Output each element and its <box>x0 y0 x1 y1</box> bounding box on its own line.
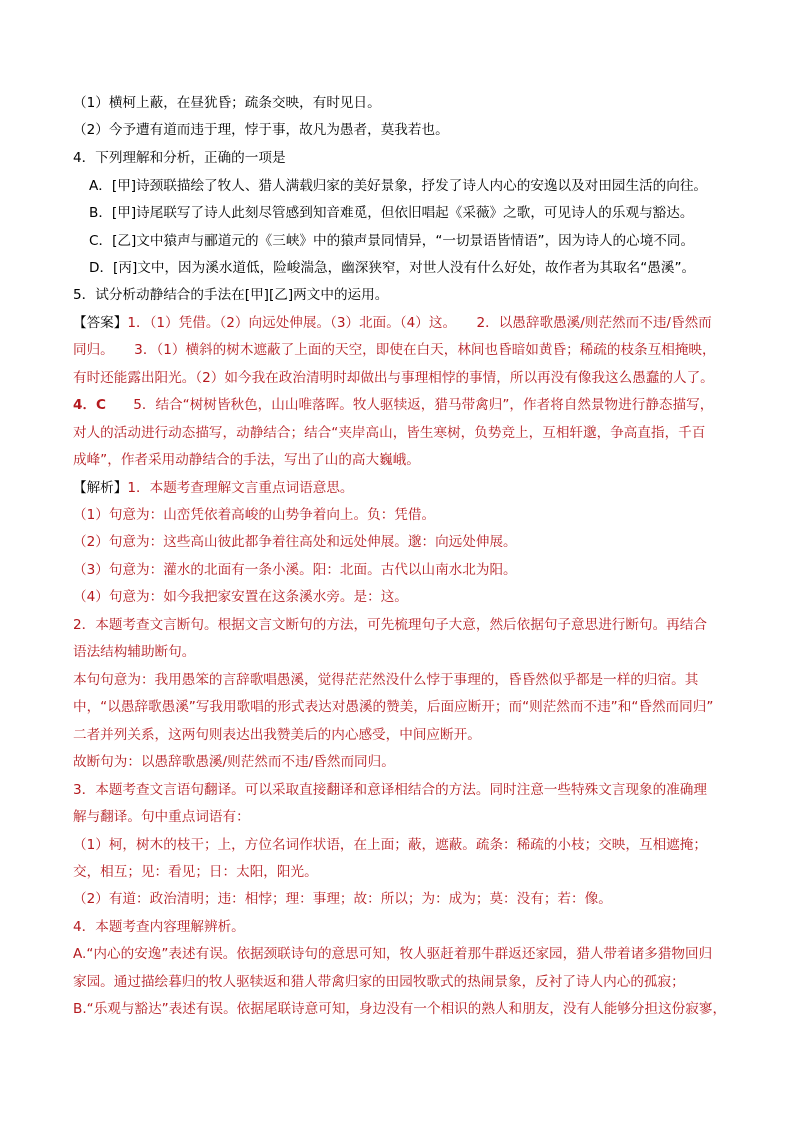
analysis-a3-line-2: 解与翻译。句中重点词语有： <box>73 809 250 825</box>
analysis-a2-line-1: 2．本题考查文言断句。根据文言文断句的方法，可先梳理句子大意，然后依据句子意思进行断句。再结合 <box>73 617 707 633</box>
q4-stem: 4．下列理解和分析，正确的一项是 <box>73 150 286 166</box>
analysis-a2-para-2: 中，“以愚辞歌愚溪”写我用歌唱的形式表达对愚溪的赞美，后面应断开；而“则茫然而不违”和“昏然而同归” <box>73 699 714 715</box>
answer-line-2: 同归。 3．（1）横斜的树木遮蔽了上面的天空，即使在白天，林间也昏暗如黄昏；稀疏的枝条互相掩映， <box>73 342 716 358</box>
answer-line-4: 4．C 5．结合“树树皆秋色，山山唯落晖。牧人驱犊返，猎马带禽归”，作者将自然景物进行静态描写， <box>73 397 714 413</box>
answer-tag: 【答案】 <box>73 315 128 331</box>
answer-line-5: 对人的活动进行动态描写，动静结合；结合“夹岸高山，皆生寒树，负势竞上，互相轩邈，争高直指，千百 <box>73 425 706 441</box>
analysis-a4-a-line-2: 家园。通过描绘暮归的牧人驱犊返和猎人带禽归家的田园牧歌式的热闹景象，反衬了诗人内心的孤寂； <box>73 974 685 990</box>
analysis-a1-item-1: （1）句意为：山峦凭依着高峻的山势争着向上。负：凭借。 <box>73 507 436 523</box>
analysis-a2-line-2: 语法结构辅助断句。 <box>73 644 196 660</box>
q4-option-d: D．[丙]文中，因为溪水道低，险峻湍急，幽深狭窄，对世人没有什么好处，故作者为其取名“愚溪”。 <box>89 260 696 276</box>
analysis-a3-line-1: 3．本题考查文言语句翻译。可以采取直接翻译和意译相结合的方法。同时注意一些特殊文言现象的准确理 <box>73 782 707 798</box>
analysis-line-1: 【解析】1．本题考查理解文言重点词语意思。 <box>73 480 354 496</box>
analysis-a2-para-1: 本句句意为：我用愚笨的言辞歌唱愚溪，觉得茫茫然没什么悖于事理的，昏昏然似乎都是一样的归宿。其 <box>73 672 699 688</box>
q3-item-1: （1）横柯上蔽，在昼犹昏；疏条交映，有时见日。 <box>73 95 381 111</box>
analysis-a1-item-2: （2）句意为：这些高山彼此都争着往高处和远处伸展。邈：向远处伸展。 <box>73 534 517 550</box>
analysis-tag: 【解析】 <box>73 480 128 496</box>
q4-option-a: A．[甲]诗颈联描绘了牧人、猎人满载归家的美好景象，抒发了诗人内心的安逸以及对田园生活的向往。 <box>89 178 708 194</box>
answer-line-1: 【答案】1．（1）凭借。（2）向远处伸展。（3）北面。（4）这。 2．以愚辞歌愚溪/则茫然而不违/昏然而 <box>73 315 712 331</box>
analysis-a2-para-3: 二者并列关系，这两句则表达出我赞美后的内心感受，中间应断开。 <box>73 727 481 743</box>
q4-option-b: B．[甲]诗尾联写了诗人此刻尽管感到知音难觅，但依旧唱起《采薇》之歌，可见诗人的乐观与豁达。 <box>89 205 694 221</box>
analysis-a4-a-line-1: A.“内心的安逸”表述有误。依据颈联诗句的意思可知，牧人驱赶着那牛群返还家园，猎人带着诸多猎物回归 <box>73 946 713 962</box>
analysis-a1-item-3: （3）句意为：灌水的北面有一条小溪。阳：北面。古代以山南水北为阳。 <box>73 562 517 578</box>
analysis-a2-para-4: 故断句为：以愚辞歌愚溪/则茫然而不违/昏然而同归。 <box>73 754 395 770</box>
answer-line-6: 成峰”，作者采用动静结合的手法，写出了山的高大巍峨。 <box>73 452 420 468</box>
analysis-a3-item-2: （2）有道：政治清明；违：相悖；理：事理；故：所以；为：成为；莫：没有；若：像。 <box>73 891 612 907</box>
analysis-a4-b-line-1: B.“乐观与豁达”表述有误。依据尾联诗意可知，身边没有一个相识的熟人和朋友，没有人能够分担这份寂寥， <box>73 1001 727 1017</box>
analysis-a4-head: 4．本题考查内容理解辨析。 <box>73 919 245 935</box>
analysis-a3-item-1a: （1）柯，树木的枝干；上，方位名词作状语，在上面；蔽，遮蔽。疏条：稀疏的小枝；交映，互相遮掩； <box>73 837 707 853</box>
q4-option-c: C．[乙]文中猿声与郦道元的《三峡》中的猿声景同情异，“一切景语皆情语”，因为诗人的心境不同。 <box>89 233 695 249</box>
analysis-a3-item-1b: 交，相互；见：看见；日：太阳，阳光。 <box>73 864 318 880</box>
q5-stem: 5．试分析动静结合的手法在[甲][乙]两文中的运用。 <box>73 287 389 303</box>
q3-item-2: （2）今予遭有道而违于理，悖于事，故凡为愚者，莫我若也。 <box>73 122 449 138</box>
analysis-a1-item-4: （4）句意为：如今我把家安置在这条溪水旁。是：这。 <box>73 589 408 605</box>
answer-line-3: 有时还能露出阳光。（2）如今我在政治清明时却做出与事理相悖的事情，所以再没有像我这么愚蠢的人了。 <box>73 370 714 386</box>
